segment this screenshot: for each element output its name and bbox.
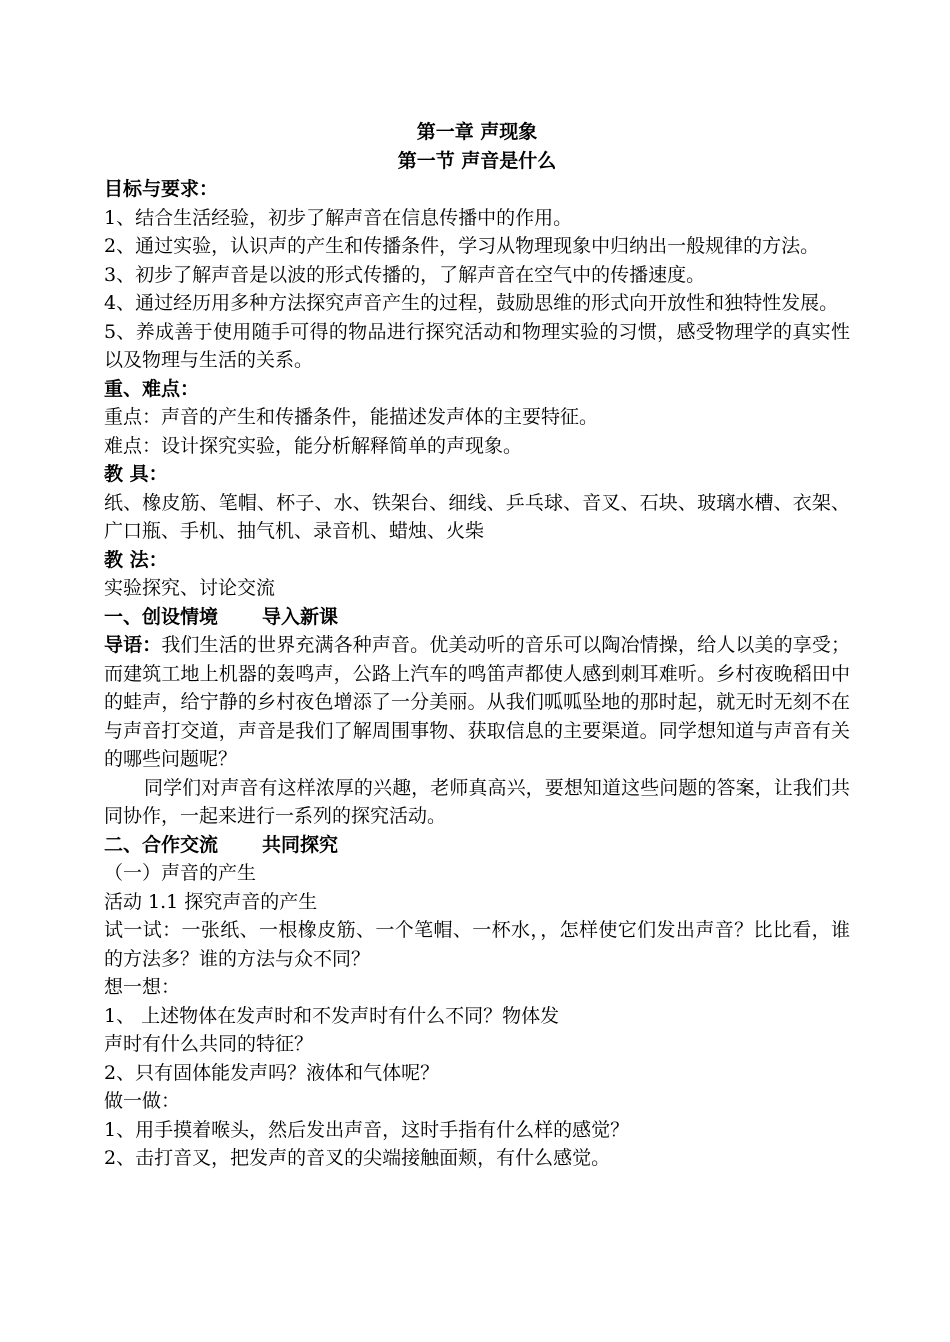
activity-title: 活动 1.1 探究声音的产生: [104, 890, 318, 913]
chapter-title: 第一章 声现象: [416, 121, 538, 143]
part2-heading-b: 共同探究: [262, 833, 339, 856]
do-item-2: 2、击打音叉，把发声的音叉的尖端接触面颊，有什么感觉。: [104, 1147, 611, 1169]
intro-label: 导语：: [104, 634, 162, 656]
think-item-2: 2、只有固体能发声吗？液体和气体呢？: [104, 1061, 440, 1084]
intro-paragraph-2: 同学们对声音有这样浓厚的兴趣，老师真高兴，要想知道这些问题的答案，让我们共同协作，一起来进行一系列的探究活动。: [104, 776, 850, 827]
methods-heading: 教 法：: [104, 548, 168, 571]
goal-item-5: 5、养成善于使用随手可得的物品进行探究活动和物理实验的习惯，感受物理学的真实性以及物理与生活的关系。: [104, 320, 850, 371]
key-points-heading: 重、难点：: [104, 377, 200, 400]
intro-text: 我们生活的世界充满各种声音。优美动听的音乐可以陶冶情操，给人以美的享受；而建筑工地上机器的轰鸣声，公路上汽车的鸣笛声都使人感到刺耳难听。乡村夜晚稻田中的蛙声，给宁静的乡村夜色增添了一分美丽。从我们呱呱坠地的那时起，就无时无刻不在与声音打交道，声音是我们了解周围事物、获取信息的主要渠道。同学想知道与声音有关的哪些问题呢？: [104, 634, 850, 770]
intro-paragraph: [104, 631, 850, 774]
think-item-1a: 1、 上述物体在发声时和不发声时有什么不同？物体发: [104, 1004, 560, 1027]
difficulty-point: 难点：设计探究实验，能分析解释简单的声现象。: [104, 434, 523, 457]
try-it: 试一试：一张纸、一根橡皮筋、一个笔帽、一杯水，，怎样使它们发出声音？比比看，谁的方法多？谁的方法与众不同？: [104, 919, 850, 970]
subsection-sound-production: （一）声音的产生: [104, 862, 257, 884]
goal-item-1: 1、结合生活经验，初步了解声音在信息传播中的作用。: [104, 206, 573, 229]
goal-item-2: 2、通过实验，认识声的产生和传播条件，学习从物理现象中归纳出一般规律的方法。: [104, 235, 820, 257]
methods-text: 实验探究、讨论交流: [104, 577, 276, 599]
goals-heading: 目标与要求：: [104, 178, 219, 200]
tools-heading: 教 具：: [104, 463, 168, 485]
goal-item-4: 4、通过经历用多种方法探究声音产生的过程，鼓励思维的形式向开放性和独特性发展。: [104, 292, 839, 314]
do-heading: 做一做：: [104, 1090, 181, 1112]
do-item-1: 1、用手摸着喉头，然后发出声音，这时手指有什么样的感觉？: [104, 1118, 630, 1141]
goal-item-3: 3、初步了解声音是以波的形式传播的，了解声音在空气中的传播速度。: [104, 263, 706, 286]
part1-heading-a: 一、创设情境: [104, 605, 219, 628]
part2-heading: [104, 831, 850, 860]
part1-heading: [104, 603, 850, 632]
part1-heading-b: 导入新课: [262, 605, 339, 628]
think-heading: 想一想：: [104, 976, 181, 998]
focus-point: 重点：声音的产生和传播条件，能描述发声体的主要特征。: [104, 406, 599, 428]
part2-heading-a: 二、合作交流: [104, 833, 219, 856]
document-page: [104, 118, 850, 1173]
tools-list: 纸、橡皮筋、笔帽、杯子、水、铁架台、细线、乒乓球、音叉、石块、玻璃水槽、衣架、广口瓶、手机、抽气机、录音机、蜡烛、火柴: [104, 491, 850, 542]
section-title: 第一节 声音是什么: [397, 149, 557, 172]
think-item-1b: 声时有什么共同的特征？: [104, 1033, 314, 1055]
